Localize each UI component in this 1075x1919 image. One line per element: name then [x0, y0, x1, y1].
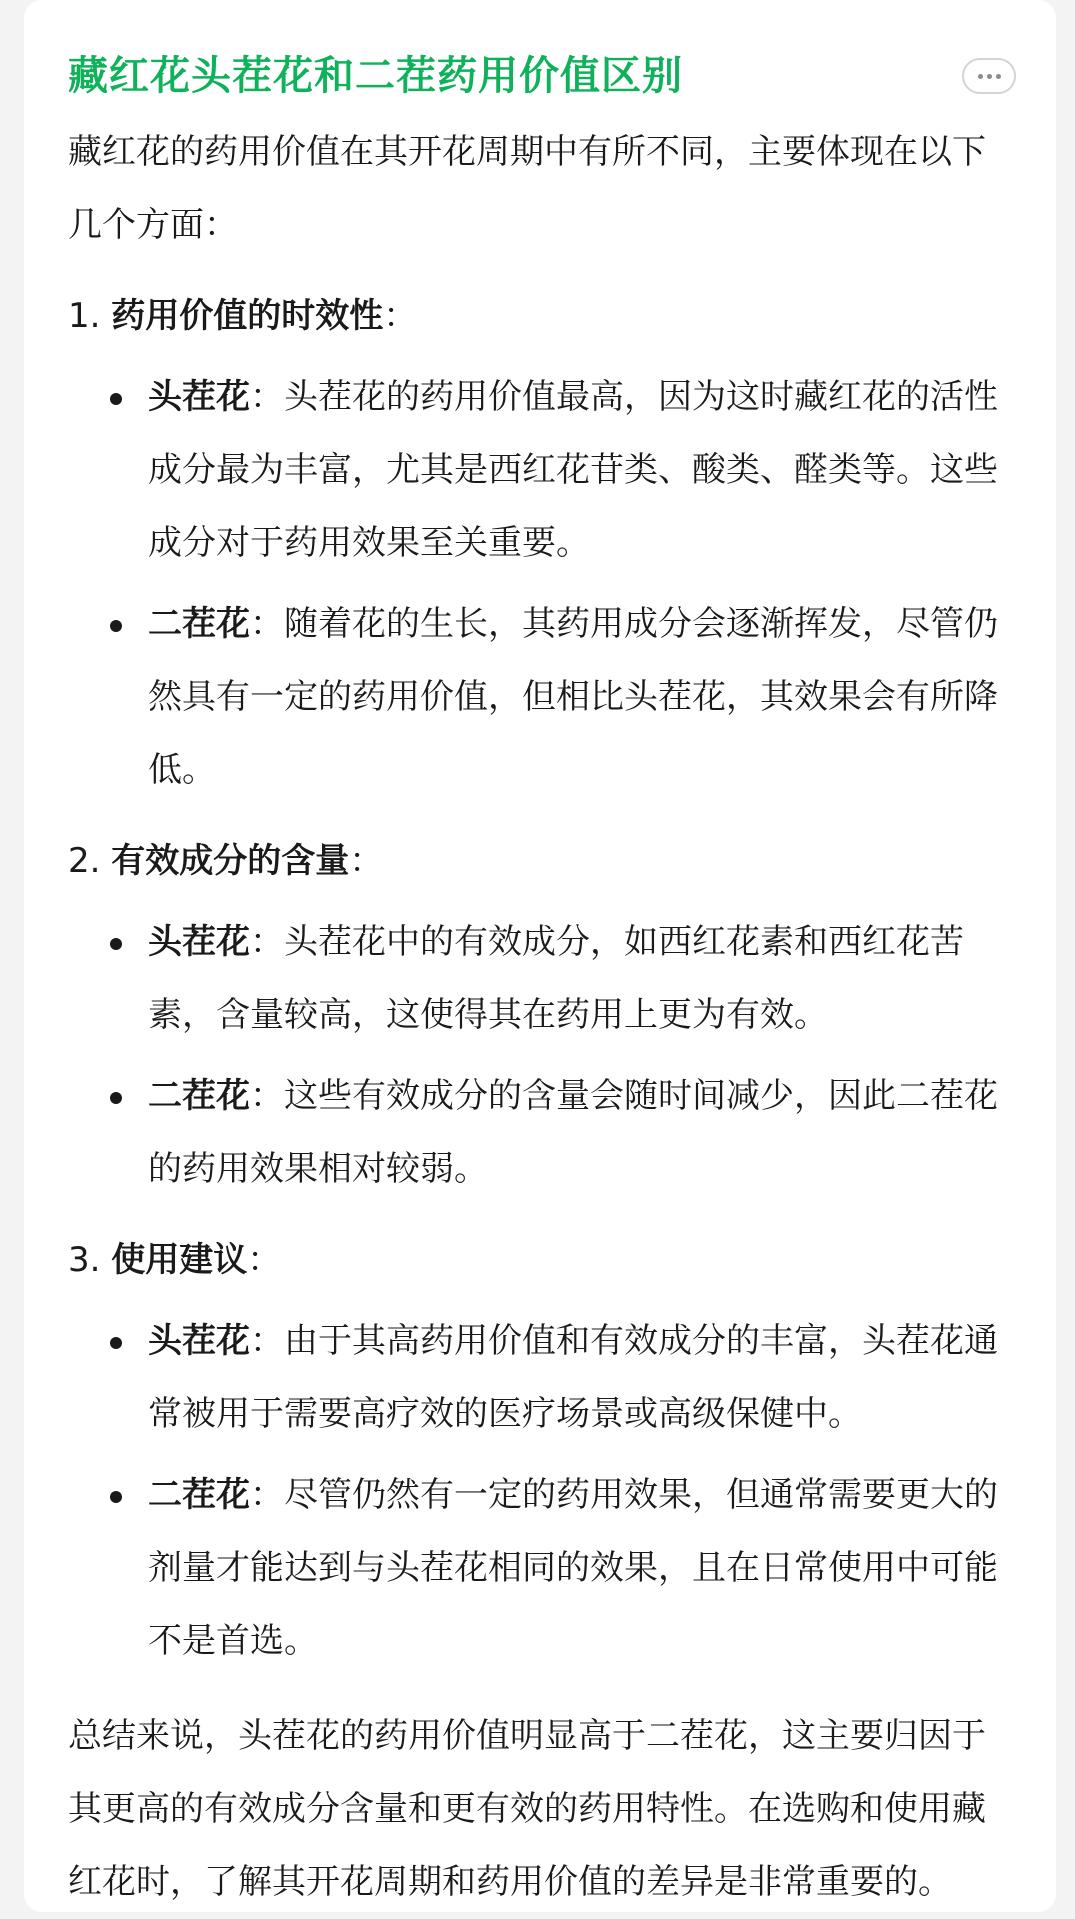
section-number: 2. — [68, 841, 101, 881]
section-number: 1. — [68, 296, 101, 336]
section-1 — [68, 280, 1016, 807]
summary-paragraph: 总结来说，头茬花的药用价值明显高于二茬花，这主要归因于其更高的有效成分含量和更有效的药用特性。在选购和使用藏红花时，了解其开花周期和药用价值的差异是非常重要的。 — [68, 1716, 986, 1902]
section-heading — [68, 1224, 1016, 1297]
list-item — [68, 906, 1016, 1052]
section-2 — [68, 825, 1016, 1206]
more-horizontal-icon — [978, 74, 983, 79]
bullet-text: 随着花的生长，其药用成分会逐渐挥发，尽管仍然具有一定的药用价值，但相比头茬花，其效果会有所降低。 — [148, 604, 998, 790]
bullet-dot-icon — [110, 1337, 122, 1349]
more-horizontal-icon — [996, 74, 1001, 79]
section-title: 有效成分的含量 — [111, 841, 350, 881]
bullet-term: 二茬花 — [148, 1076, 250, 1116]
list-item — [68, 1459, 1016, 1678]
bullet-dot-icon — [110, 1092, 122, 1104]
bullet-dot-icon — [110, 1491, 122, 1503]
list-item — [68, 1060, 1016, 1206]
bullet-text: 头茬花中的有效成分，如西红花素和西红花苦素，含量较高，这使得其在药用上更为有效。 — [148, 922, 964, 1035]
bullet-text: 尽管仍然有一定的药用效果，但通常需要更大的剂量才能达到与头茬花相同的效果，且在日常使用中可能不是首选。 — [148, 1475, 998, 1661]
section-title: 使用建议 — [111, 1240, 248, 1280]
bullet-term: 头茬花 — [148, 922, 250, 962]
section-number: 3. — [68, 1240, 101, 1280]
section-heading — [68, 280, 1016, 353]
answer-card — [24, 0, 1056, 1912]
section-3 — [68, 1224, 1016, 1678]
list-item — [68, 361, 1016, 580]
section-suffix: ： — [247, 1240, 282, 1280]
bullet-sep: ： — [250, 1321, 284, 1361]
more-options-button[interactable] — [962, 58, 1016, 94]
bullet-sep: ： — [250, 377, 284, 417]
section-title: 药用价值的时效性 — [111, 296, 384, 336]
bullet-dot-icon — [110, 620, 122, 632]
bullet-dot-icon — [110, 938, 122, 950]
bullet-term: 二茬花 — [148, 604, 250, 644]
bullet-term: 头茬花 — [148, 377, 250, 417]
intro-paragraph: 藏红花的药用价值在其开花周期中有所不同，主要体现在以下几个方面： — [68, 132, 986, 245]
bullet-sep: ： — [250, 1475, 284, 1515]
bullet-dot-icon — [110, 393, 122, 405]
bullet-term: 头茬花 — [148, 1321, 250, 1361]
page-title: 藏红花头茬花和二茬药用价值区别 — [68, 53, 683, 99]
section-suffix: ： — [383, 296, 418, 336]
list-item — [68, 588, 1016, 807]
bullet-sep: ： — [250, 1076, 284, 1116]
bullet-text: 由于其高药用价值和有效成分的丰富，头茬花通常被用于需要高疗效的医疗场景或高级保健中。 — [148, 1321, 998, 1434]
bullet-list — [68, 906, 1016, 1206]
bullet-list — [68, 361, 1016, 807]
more-horizontal-icon — [987, 74, 992, 79]
section-heading — [68, 825, 1016, 898]
bullet-text: 这些有效成分的含量会随时间减少，因此二茬花的药用效果相对较弱。 — [148, 1076, 998, 1189]
bullet-term: 二茬花 — [148, 1475, 250, 1515]
list-item — [68, 1305, 1016, 1451]
bullet-text: 头茬花的药用价值最高，因为这时藏红花的活性成分最为丰富，尤其是西红花苷类、酸类、醛类等。这些成分对于药用效果至关重要。 — [148, 377, 998, 563]
bullet-sep: ： — [250, 922, 284, 962]
bullet-list — [68, 1305, 1016, 1678]
card-header — [68, 40, 1016, 112]
section-suffix: ： — [349, 841, 384, 881]
bullet-sep: ： — [250, 604, 284, 644]
